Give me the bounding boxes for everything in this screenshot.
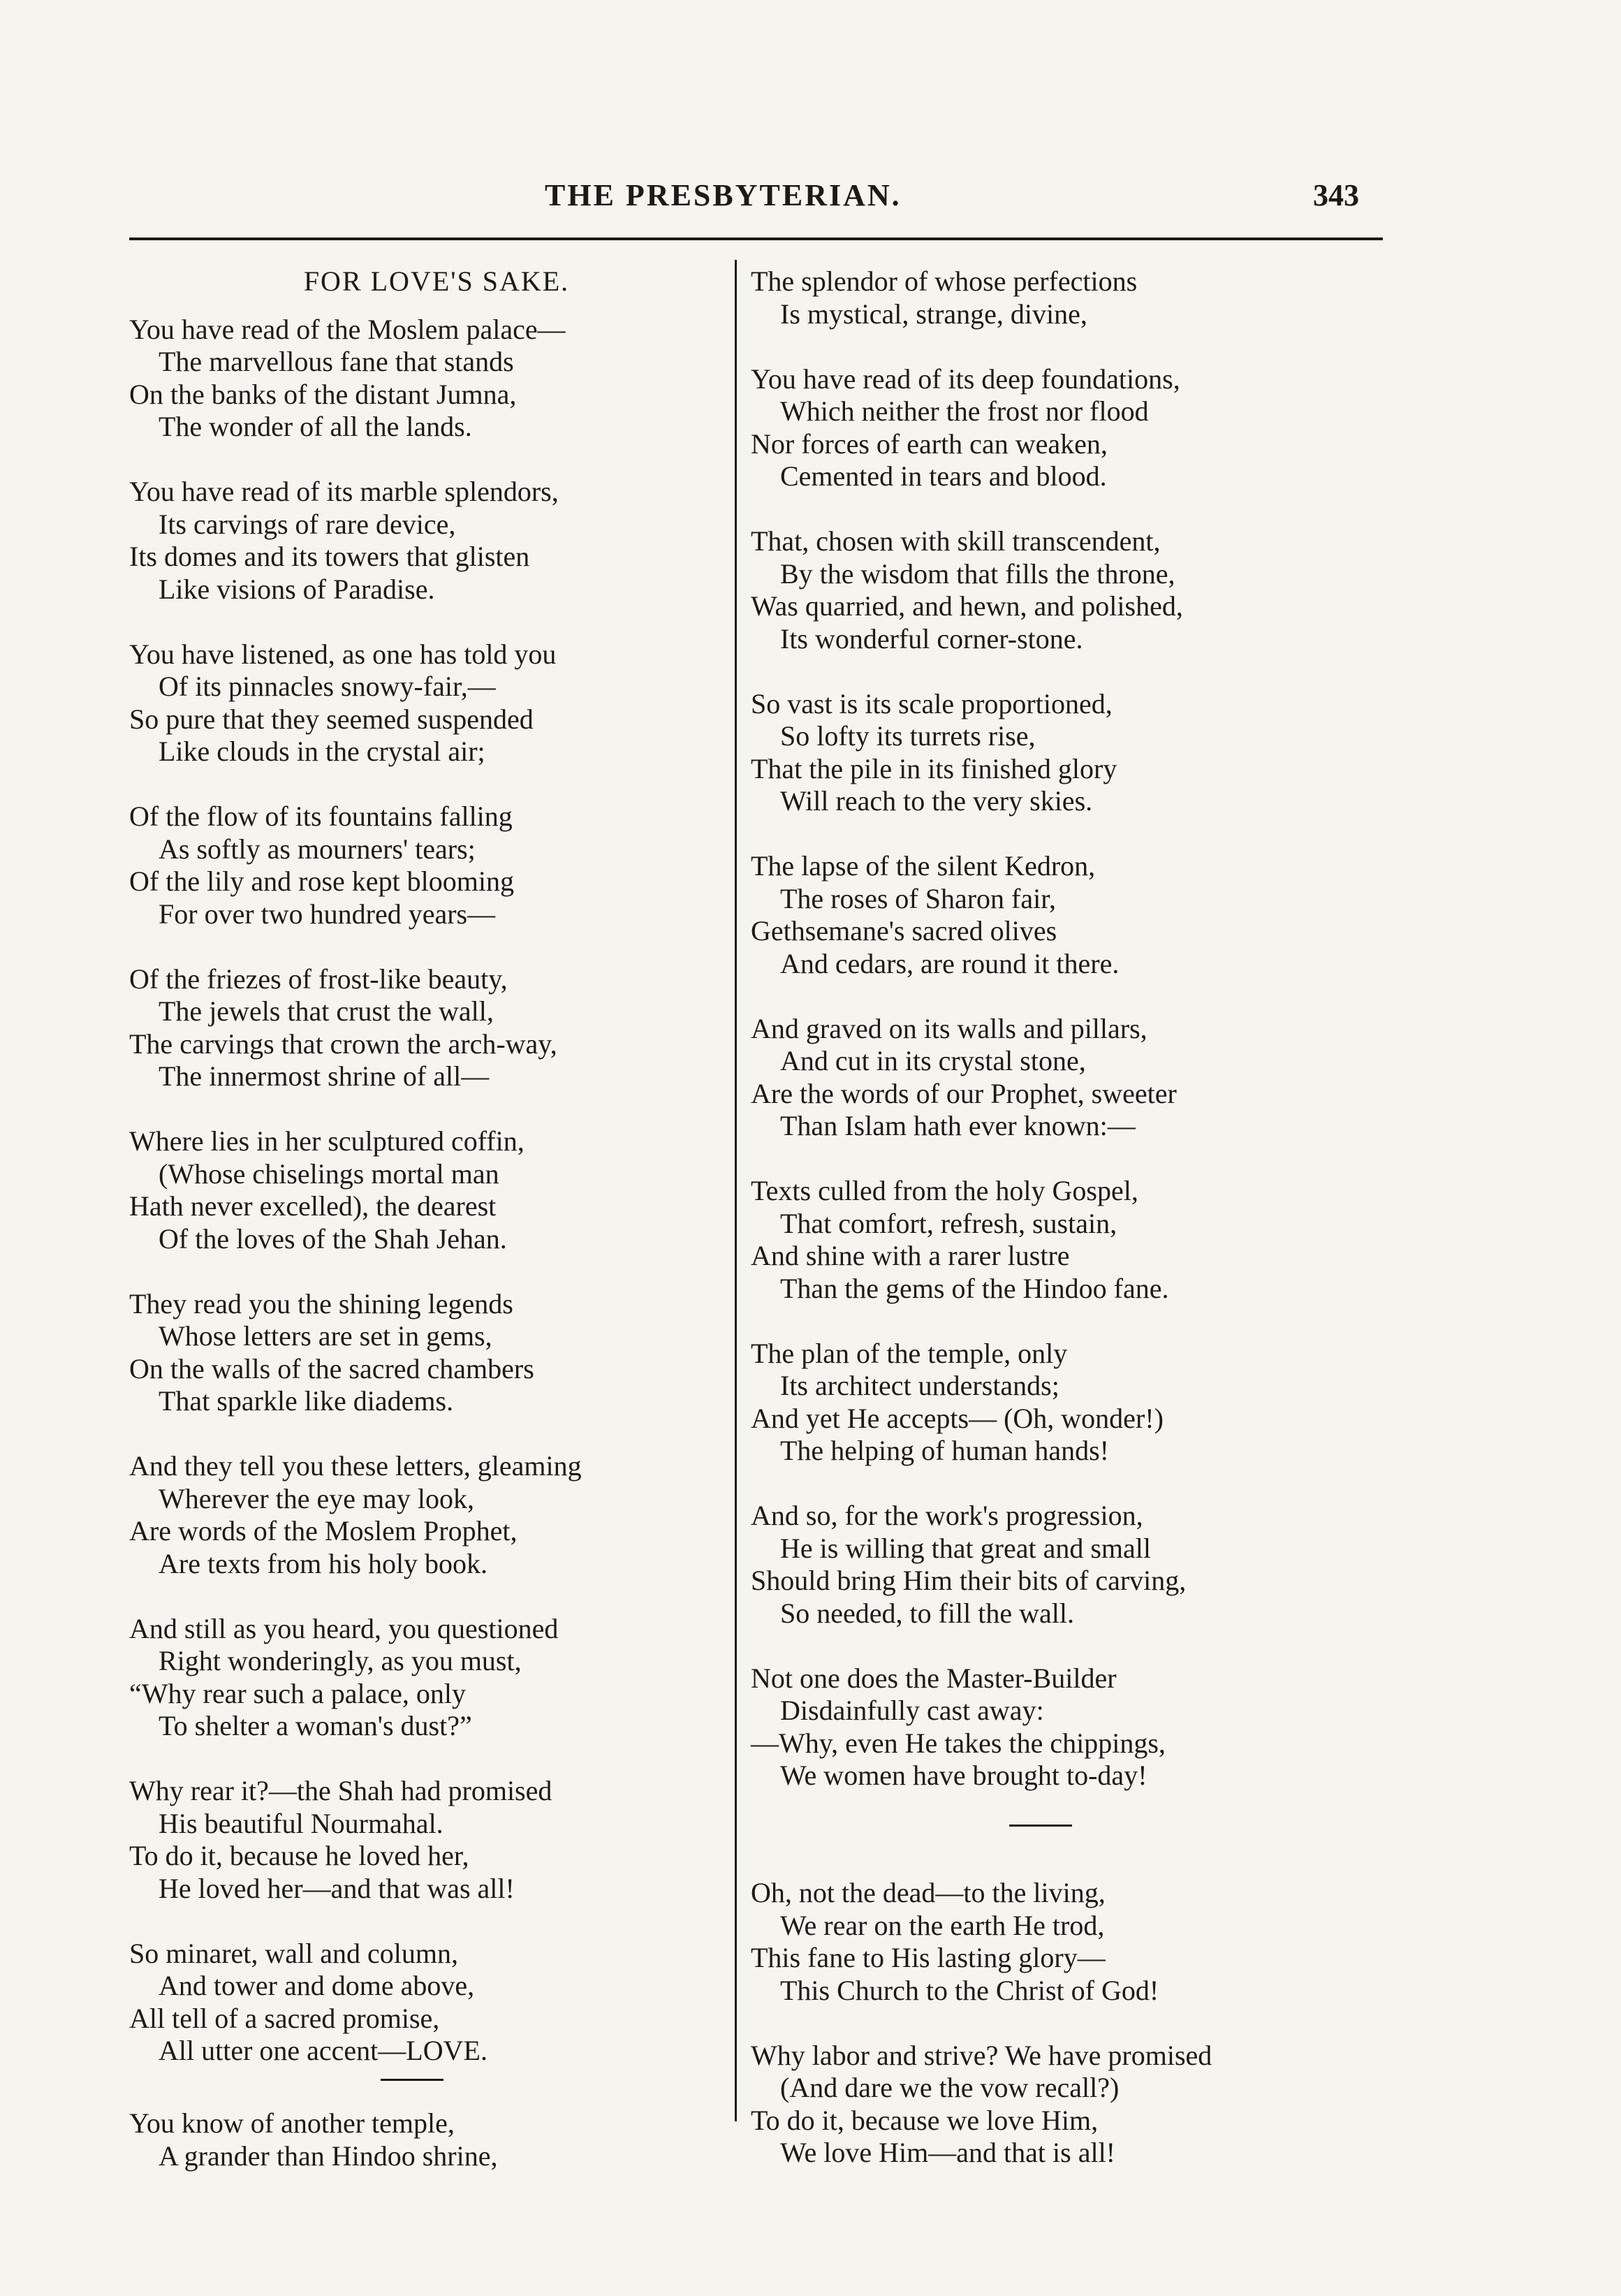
left-column <box>129 265 723 2205</box>
short-rule <box>381 2079 443 2081</box>
verse-line: The helping of human hands! <box>780 1435 1109 1466</box>
verse-line: And shine with a rarer lustre <box>751 1240 1070 1271</box>
verse-line: They read you the shining legends <box>129 1287 513 1319</box>
verse-line: Of the loves of the Shah Jehan. <box>159 1222 507 1255</box>
verse-line: (Whose chiselings mortal man <box>159 1157 499 1190</box>
verse-line: The lapse of the silent Kedron, <box>751 850 1096 882</box>
verse-line: And still as you heard, you questioned <box>129 1612 559 1644</box>
verse-line: All tell of a sacred promise, <box>129 2002 440 2034</box>
left-stanzas <box>129 314 723 2173</box>
verse-line: We rear on the earth He trod, <box>780 1909 1105 1941</box>
stanza <box>129 1938 723 2068</box>
stanza <box>129 2107 723 2172</box>
verse-line: Hath never excelled), the dearest <box>129 1190 497 1222</box>
verse-line: For over two hundred years— <box>159 898 496 930</box>
verse-line: That comfort, refresh, sustain, <box>780 1207 1117 1239</box>
header-rule <box>129 237 1383 240</box>
verse-line: The wonder of all the lands. <box>159 411 472 442</box>
running-title: THE PRESBYTERIAN. <box>545 178 902 212</box>
verse-line: Than Islam hath ever known:— <box>780 1110 1136 1141</box>
stanza <box>751 1662 1379 1792</box>
verse-line: Nor forces of earth can weaken, <box>751 427 1108 460</box>
verse-line: The marvellous fane that stands <box>159 346 514 377</box>
verse-line: A grander than Hindoo shrine, <box>159 2140 498 2172</box>
verse-line: His beautiful Nourmahal. <box>159 1807 443 1839</box>
verse-line: So pure that they seemed suspended <box>129 703 534 735</box>
verse-line: This Church to the Christ of God! <box>780 1974 1159 2006</box>
verse-line: Should bring Him their bits of carving, <box>751 1565 1187 1596</box>
verse-line: He is willing that great and small <box>780 1532 1151 1564</box>
verse-line: Are words of the Moslem Prophet, <box>129 1515 518 1546</box>
verse-line: Of the flow of its fountains falling <box>129 800 513 832</box>
verse-line: So vast is its scale proportioned, <box>751 687 1113 719</box>
stanza <box>751 1500 1379 1630</box>
verse-line: By the wisdom that fills the throne, <box>780 557 1175 590</box>
verse-line: Cemented in tears and blood. <box>780 460 1107 492</box>
stanza <box>751 1877 1379 2007</box>
verse-line: Was quarried, and hewn, and polished, <box>751 590 1183 622</box>
stanza <box>129 476 723 606</box>
verse-line: You know of another temple, <box>129 2107 455 2139</box>
verse-line: Of the lily and rose kept blooming <box>129 865 515 897</box>
right-column <box>751 265 1379 2202</box>
stanza <box>751 1175 1379 1305</box>
verse-line: That, chosen with skill transcendent, <box>751 525 1161 557</box>
column-divider <box>735 260 737 2121</box>
verse-line: Which neither the frost nor flood <box>780 395 1149 427</box>
verse-line: And tower and dome above, <box>159 1970 475 2001</box>
verse-line: Its wonderful corner-stone. <box>780 622 1083 655</box>
verse-line: Will reach to the very skies. <box>780 785 1093 817</box>
stanza <box>751 1013 1379 1143</box>
verse-line: Than the gems of the Hindoo fane. <box>780 1272 1169 1304</box>
verse-line: On the walls of the sacred chambers <box>129 1352 534 1384</box>
verse-line: This fane to His lasting glory— <box>751 1942 1106 1973</box>
verse-line: Is mystical, strange, divine, <box>780 298 1087 330</box>
stanza <box>751 688 1379 818</box>
verse-line: Its architect understands; <box>780 1370 1059 1401</box>
verse-line: Of the friezes of frost-like beauty, <box>129 963 508 995</box>
verse-line: We love Him—and that is all! <box>780 2137 1115 2168</box>
verse-line: To shelter a woman's dust?” <box>159 1710 472 1741</box>
stanza <box>751 1338 1379 1468</box>
verse-line: So minaret, wall and column, <box>129 1937 459 1969</box>
verse-line: Texts culled from the holy Gospel, <box>751 1175 1138 1206</box>
verse-line: The splendor of whose perfections <box>751 265 1138 297</box>
verse-line: Whose letters are set in gems, <box>159 1320 492 1352</box>
stanza <box>129 1288 723 1418</box>
verse-line: Of its pinnacles snowy-fair,— <box>159 671 496 702</box>
verse-line: Right wonderingly, as you must, <box>159 1645 522 1676</box>
stanza <box>129 1125 723 1255</box>
verse-line: The roses of Sharon fair, <box>780 882 1056 914</box>
verse-line: (And dare we the vow recall?) <box>780 2072 1120 2103</box>
stanza <box>751 525 1379 655</box>
verse-line: All utter one accent—LOVE. <box>159 2035 487 2066</box>
poem-title: FOR LOVE'S SAKE. <box>303 265 570 297</box>
verse-line: So needed, to fill the wall. <box>780 1597 1075 1629</box>
section-divider <box>1009 1825 1072 1827</box>
verse-line: He loved her—and that was all! <box>159 1872 515 1904</box>
verse-line: Not one does the Master-Builder <box>751 1662 1117 1694</box>
stanza <box>129 963 723 1093</box>
verse-line: As softly as mourners' tears; <box>159 833 476 865</box>
verse-line: The innermost shrine of all— <box>159 1060 490 1092</box>
verse-line: The carvings that crown the arch-way, <box>129 1028 557 1060</box>
verse-line: The jewels that crust the wall, <box>159 995 494 1027</box>
right-stanzas <box>751 265 1379 2170</box>
stanza <box>129 638 723 768</box>
verse-line: “Why rear such a palace, only <box>129 1677 466 1709</box>
stanza <box>129 800 723 930</box>
verse-line: —Why, even He takes the chippings, <box>751 1727 1166 1759</box>
verse-line: So lofty its turrets rise, <box>780 720 1036 752</box>
verse-line: Like clouds in the crystal air; <box>159 736 485 767</box>
verse-line: The plan of the temple, only <box>751 1337 1068 1369</box>
verse-line: Wherever the eye may look, <box>159 1482 475 1514</box>
verse-line: And so, for the work's progression, <box>751 1500 1143 1531</box>
verse-line: Where lies in her sculptured coffin, <box>129 1125 525 1157</box>
verse-line: Are texts from his holy book. <box>159 1547 488 1579</box>
verse-line: And cut in its crystal stone, <box>780 1045 1086 1076</box>
stanza <box>751 265 1379 330</box>
verse-line: That sparkle like diadems. <box>159 1385 454 1417</box>
stanza <box>751 850 1379 980</box>
verse-line: Why labor and strive? We have promised <box>751 2039 1212 2071</box>
verse-line: Why rear it?—the Shah had promised <box>129 1775 552 1806</box>
stanza <box>751 2040 1379 2170</box>
verse-line: Disdainfully cast away: <box>780 1695 1044 1726</box>
verse-line: That the pile in its finished glory <box>751 752 1117 784</box>
page-number: 343 <box>1313 178 1359 212</box>
verse-line: To do it, because we love Him, <box>751 2104 1099 2136</box>
verse-line: To do it, because he loved her, <box>129 1840 469 1871</box>
verse-line: And yet He accepts— (Oh, wonder!) <box>751 1402 1164 1434</box>
stanza <box>129 1775 723 1905</box>
verse-line: On the banks of the distant Jumna, <box>129 378 517 410</box>
verse-line: You have listened, as one has told you <box>129 638 557 670</box>
verse-line: Are the words of our Prophet, sweeter <box>751 1077 1177 1109</box>
verse-line: We women have brought to-day! <box>780 1760 1147 1791</box>
verse-line: And graved on its walls and pillars, <box>751 1012 1147 1044</box>
verse-line: Its carvings of rare device, <box>159 508 456 540</box>
stanza <box>129 314 723 444</box>
verse-line: You have read of the Moslem palace— <box>129 313 566 345</box>
verse-line: Oh, not the dead—to the living, <box>751 1877 1106 1908</box>
verse-line: You have read of its marble splendors, <box>129 476 559 507</box>
page-header <box>0 170 1621 226</box>
verse-line: Like visions of Paradise. <box>159 573 435 605</box>
verse-line: Gethsemane's sacred olives <box>751 915 1057 946</box>
stanza <box>129 1613 723 1743</box>
stanza <box>129 1450 723 1580</box>
verse-line: And cedars, are round it there. <box>780 947 1120 979</box>
verse-line: Its domes and its towers that glisten <box>129 541 530 572</box>
verse-line: You have read of its deep foundations, <box>751 363 1180 395</box>
stanza <box>751 363 1379 493</box>
verse-line: And they tell you these letters, gleaming <box>129 1450 582 1482</box>
